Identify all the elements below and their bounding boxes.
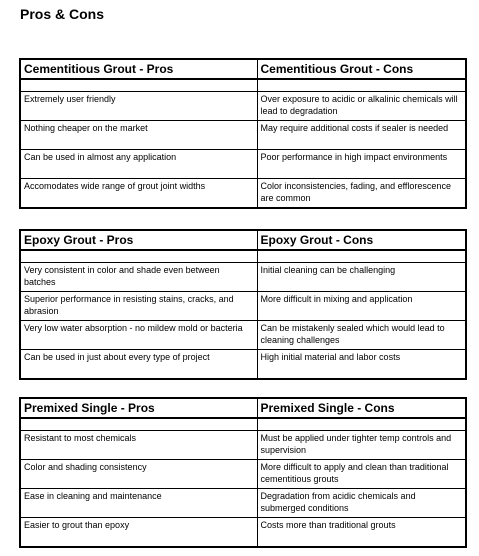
table-row	[20, 92, 466, 121]
con-cell: Must be applied under tighter temp controls and supervision	[257, 431, 466, 460]
table-row	[20, 121, 466, 150]
pro-cell: Very consistent in color and shade even between batches	[20, 263, 257, 292]
pro-cell: Accomodates wide range of grout joint widths	[20, 179, 257, 209]
pro-cell: Can be used in almost any application	[20, 150, 257, 179]
page-title: Pros & Cons	[20, 6, 105, 22]
table-row	[20, 350, 466, 380]
table-row	[20, 431, 466, 460]
pro-cell: Nothing cheaper on the market	[20, 121, 257, 150]
table-row	[20, 321, 466, 350]
spacer-row	[20, 418, 466, 431]
pro-cell: Ease in cleaning and maintenance	[20, 489, 257, 518]
table-row	[20, 150, 466, 179]
con-cell: More difficult to apply and clean than traditional cementitious grouts	[257, 460, 466, 489]
table-row	[20, 292, 466, 321]
premixed-single-table	[19, 397, 467, 548]
pro-cell: Superior performance in resisting stains, cracks, and abrasion	[20, 292, 257, 321]
pro-cell: Very low water absorption - no mildew mold or bacteria	[20, 321, 257, 350]
table-header-row	[20, 59, 466, 79]
pros-header: Epoxy Grout - Pros	[20, 230, 257, 250]
con-cell: Degradation from acidic chemicals and submerged conditions	[257, 489, 466, 518]
pro-cell: Resistant to most chemicals	[20, 431, 257, 460]
cons-header: Cementitious Grout - Cons	[257, 59, 466, 79]
con-cell: Costs more than traditional grouts	[257, 518, 466, 548]
table-row	[20, 179, 466, 209]
con-cell: Poor performance in high impact environments	[257, 150, 466, 179]
table-header-row	[20, 230, 466, 250]
table-row	[20, 263, 466, 292]
pros-header: Premixed Single - Pros	[20, 398, 257, 418]
pro-cell: Can be used in just about every type of project	[20, 350, 257, 380]
cons-header: Premixed Single - Cons	[257, 398, 466, 418]
epoxy-grout-table	[19, 229, 467, 380]
table-row	[20, 460, 466, 489]
table-row	[20, 489, 466, 518]
pro-cell: Extremely user friendly	[20, 92, 257, 121]
cons-header: Epoxy Grout - Cons	[257, 230, 466, 250]
con-cell: May require additional costs if sealer is needed	[257, 121, 466, 150]
spacer-row	[20, 250, 466, 263]
con-cell: High initial material and labor costs	[257, 350, 466, 380]
pro-cell: Color and shading consistency	[20, 460, 257, 489]
cementitious-grout-table	[19, 58, 467, 209]
pros-header: Cementitious Grout - Pros	[20, 59, 257, 79]
pro-cell: Easier to grout than epoxy	[20, 518, 257, 548]
con-cell: Over exposure to acidic or alkalinic chemicals will lead to degradation	[257, 92, 466, 121]
con-cell: Can be mistakenly sealed which would lead to cleaning challenges	[257, 321, 466, 350]
con-cell: Color inconsistencies, fading, and efflorescence are common	[257, 179, 466, 209]
table-row	[20, 518, 466, 548]
con-cell: More difficult in mixing and application	[257, 292, 466, 321]
spacer-row	[20, 79, 466, 92]
table-header-row	[20, 398, 466, 418]
con-cell: Initial cleaning can be challenging	[257, 263, 466, 292]
